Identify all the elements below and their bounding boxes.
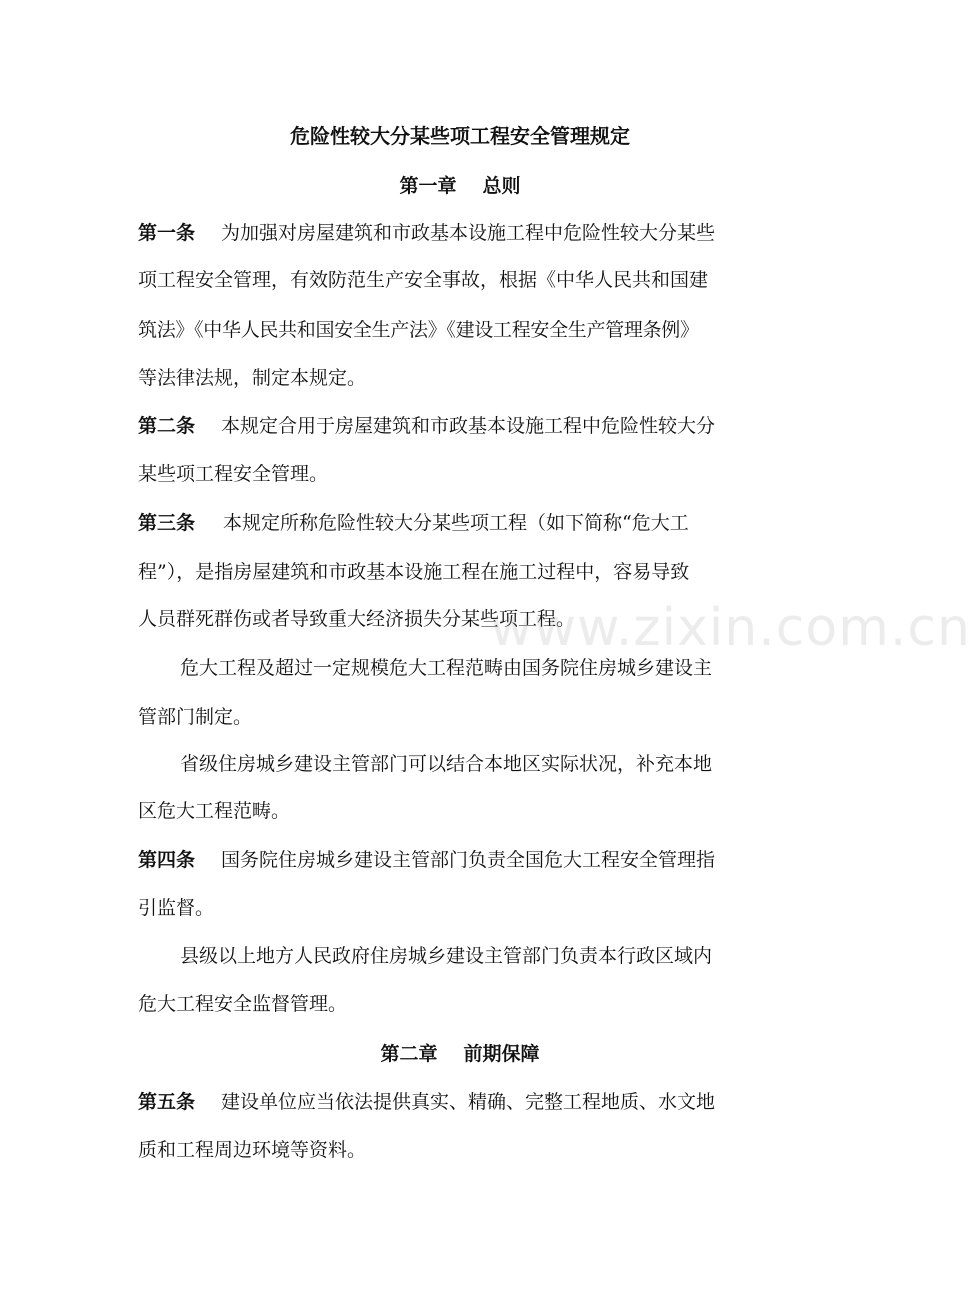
- article-5-text: 建设单位应当依法提供真实、精确、完整工程地质、水文地: [221, 1091, 716, 1113]
- article-3-text: 本规定所称危险性较大分某些项工程（如下简称“危大工: [223, 512, 689, 534]
- article-4-para2-line-1: 县级以上地方人民政府住房城乡建设主管部门负责本行政区域内: [180, 945, 713, 967]
- chapter-1-label: 第一章: [399, 175, 457, 197]
- article-2-label: 第二条: [138, 415, 196, 437]
- chapter-2-label: 第二章: [380, 1043, 438, 1065]
- article-5-line-2: 质和工程周边环境等资料。: [138, 1139, 367, 1161]
- article-3-line-3: 人员群死群伤或者导致重大经济损失分某些项工程。: [138, 608, 576, 630]
- article-4-line-1: [138, 848, 800, 872]
- article-3-para3-line-1: 省级住房城乡建设主管部门可以结合本地区实际状况，补充本地: [180, 753, 713, 775]
- article-3-para2-line-1: 危大工程及超过一定规模危大工程范畴由国务院住房城乡建设主: [180, 657, 713, 679]
- article-4-text: 国务院住房城乡建设主管部门负责全国危大工程安全管理指: [221, 849, 716, 871]
- article-5-line-1: [138, 1090, 800, 1114]
- article-4-para2-line-2: 危大工程安全监督管理。: [138, 993, 348, 1015]
- chapter-1-name: 总则: [482, 175, 521, 197]
- article-5-label: 第五条: [138, 1091, 196, 1113]
- chapter-1-heading: [0, 174, 920, 198]
- article-4-label: 第四条: [138, 849, 196, 871]
- article-1-text: 为加强对房屋建筑和市政基本设施工程中危险性较大分某些: [221, 222, 716, 244]
- article-1-line-4: 等法律法规，制定本规定。: [138, 367, 367, 389]
- chapter-2-heading: [0, 1042, 920, 1066]
- article-2-text: 本规定合用于房屋建筑和市政基本设施工程中危险性较大分: [221, 415, 716, 437]
- article-3-line-1: [138, 511, 800, 535]
- article-3-label: 第三条: [138, 512, 196, 534]
- article-1-line-1: [138, 221, 800, 245]
- article-4-line-2: 引监督。: [138, 897, 215, 919]
- chapter-2-name: 前期保障: [463, 1043, 540, 1065]
- article-2-line-2: 某些项工程安全管理。: [138, 463, 329, 485]
- document-title: 危险性较大分某些项工程安全管理规定: [290, 124, 630, 148]
- article-3-line-2: 程”），是指房屋建筑和市政基本设施工程在施工过程中，容易导致: [138, 561, 690, 583]
- article-1-line-3: 筑法》《中华人民共和国安全生产法》《建设工程安全生产管理条例》: [138, 319, 699, 341]
- article-1-label: 第一条: [138, 222, 196, 244]
- article-2-line-1: [138, 414, 800, 438]
- article-1-line-2: 项工程安全管理，有效防范生产安全事故，根据《中华人民共和国建: [138, 269, 709, 291]
- watermark: www.zixin.com.cn: [490, 598, 971, 658]
- article-3-para3-line-2: 区危大工程范畴。: [138, 800, 291, 822]
- article-3-para2-line-2: 管部门制定。: [138, 706, 253, 728]
